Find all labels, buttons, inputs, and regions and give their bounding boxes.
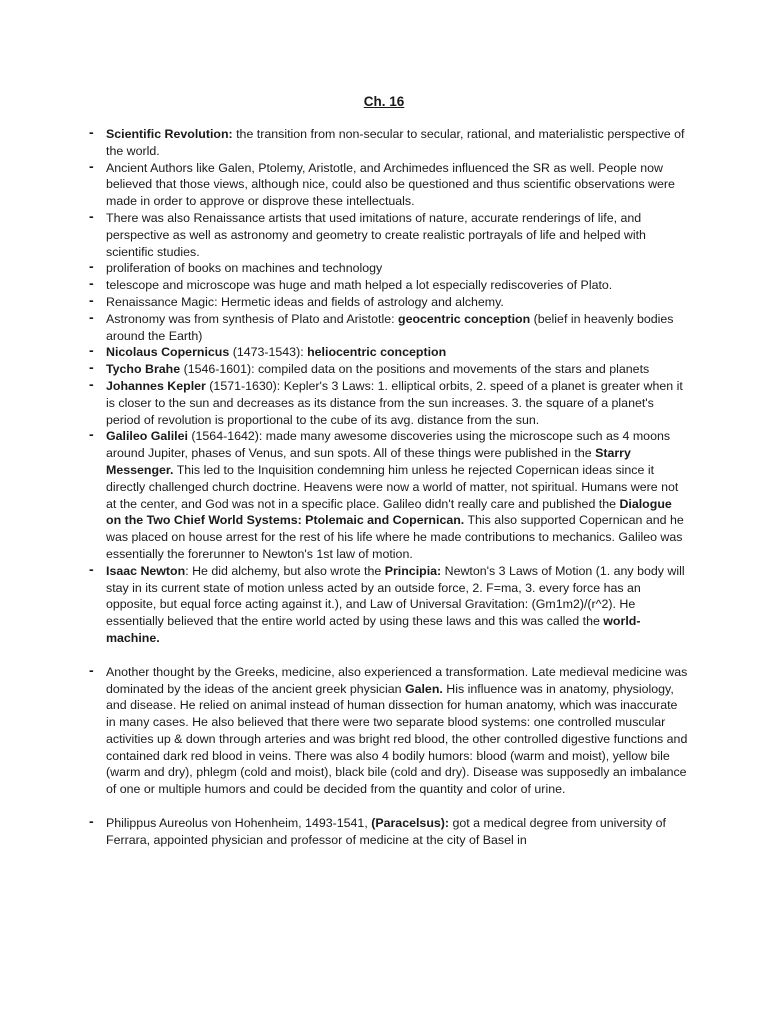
bullet-note: [88, 378, 688, 428]
bullet-note: [88, 563, 688, 647]
note-text: telescope and microscope was huge and math helped a lot especially rediscoveries of Plato.: [106, 278, 613, 293]
note-text: Ancient Authors like Galen, Ptolemy, Aristotle, and Archimedes influenced the SR as well. People now believed that those views, although nice, could also be questioned and thus scientific observations were made in order to approve or disprove these intellectuals.: [106, 160, 675, 209]
bold-term: Principia:: [384, 563, 442, 578]
bullet-note: [88, 260, 688, 277]
bullet-note: [88, 160, 688, 210]
note-text: proliferation of books on machines and technology: [106, 261, 383, 276]
bullet-note: [88, 277, 688, 294]
note-text: Another thought by the Greeks, medicine, also experienced a transformation. Late medieval medicine was dominated by the ideas of the ancient greek physician: [106, 664, 688, 696]
bold-term: geocentric conception: [398, 311, 531, 326]
note-text: There was also Renaissance artists that used imitations of nature, accurate renderings of life, and perspective as well as astronomy and geometry to create realistic portrayals of life and helped with scientific studies.: [106, 210, 646, 259]
note-text: (belief in heavenly bodies around the Earth): [106, 311, 674, 343]
bold-term: Galen.: [404, 681, 443, 696]
note-text: the transition from non-secular to secular, rational, and materialistic perspective of the world.: [106, 127, 685, 158]
bullet-note: [88, 126, 688, 160]
bullet-note: [88, 294, 688, 311]
bullet-note: [88, 361, 688, 378]
bold-term: Tycho Brahe: [106, 362, 181, 377]
note-text: got a medical degree from university of Ferrara, appointed physician and professor of medicine at the city of Basel in: [106, 816, 666, 847]
bold-term: (Paracelsus):: [371, 816, 450, 831]
bold-term: Dialogue on the Two Chief World Systems: Ptolemaic and Copernican.: [106, 496, 672, 528]
note-text: His influence was in anatomy, physiology, and disease. He relied on animal instead of human dissection for human anatomy, which was inaccurate in many cases. He also believed that there were two separate blood systems: one controlled muscular activities up & down through arteries and was bright red blood, the other controlled digestive functions and contained dark red blood in veins. There was also 4 bodily humors: blood (warm and moist), yellow bile (warm and dry), phlegm (cold and moist), black bile (cold and dry). Disease was supposedly an imbalance of one or multiple humors and could be decided from the quantity and color of urine.: [106, 681, 688, 797]
note-text: Newton's 3 Laws of Motion (1. any body will stay in its current state of motion unless acted by an outside force, 2. F=ma, 3. every force has an opposite, but equal force acting against it.), and Law of Universal Gravitation: (Gm1m2)/(r^2). He essentially believed that the entire world acted by using these laws and this was called the: [106, 563, 685, 629]
note-text: Astronomy was from synthesis of Plato and Aristotle:: [106, 311, 398, 326]
page-title: Ch. 16: [363, 94, 405, 109]
bullet-note: [88, 815, 688, 849]
bold-term: Scientific Revolution:: [106, 127, 233, 141]
bullet-note: [88, 664, 688, 798]
note-text: This also supported Copernican and he was placed on house arrest for the rest of his life where he made contributions to mechanics. Galileo was essentially the forerunner to Newton's 1st law of motion.: [106, 513, 684, 561]
notes-list: [88, 126, 688, 849]
bullet-note: [88, 344, 688, 361]
note-text: (1546-1601): compiled data on the positions and movements of the stars and planets: [180, 362, 650, 377]
note-text: (1473-1543):: [229, 345, 308, 360]
note-text: Renaissance Magic: Hermetic ideas and fields of astrology and alchemy.: [106, 294, 504, 309]
bold-term: Starry Messenger.: [106, 446, 631, 477]
note-text: (1571-1630): Kepler's 3 Laws: 1. elliptical orbits, 2. speed of a planet is greater when it is closer to the sun and decreases as its distance from the sun increases. 3. the square of a planet's period of revolution is proportional to the cube of its avg. distance from the sun.: [106, 378, 683, 427]
bullet-note: [88, 210, 688, 260]
note-text: : He did alchemy, but also wrote the: [185, 563, 385, 578]
bold-term: Galileo Galilei: [106, 429, 188, 444]
note-text: Philippus Aureolus von Hohenheim, 1493-1541,: [106, 816, 372, 831]
bullet-note: [88, 428, 688, 562]
note-text: (1564-1642): made many awesome discoveries using the microscope such as 4 moons around Jupiter, phases of Venus, and sun spots. All of these things were published in the: [106, 429, 671, 461]
bold-term: heliocentric conception: [307, 345, 447, 360]
note-text: This led to the Inquisition condemning him unless he rejected Copernican ideas since it directly challenged church doctrine. Heavens were now a world of matter, not spiritual. Humans were not at the center, and God was not in a specific place. Galileo didn't really care and published the: [106, 462, 679, 511]
bullet-note: [88, 311, 688, 345]
bold-term: Isaac Newton: [106, 563, 186, 578]
bold-term: Johannes Kepler: [106, 378, 206, 393]
bold-term: Nicolaus Copernicus: [106, 345, 230, 360]
bold-term: world-machine.: [106, 614, 641, 645]
